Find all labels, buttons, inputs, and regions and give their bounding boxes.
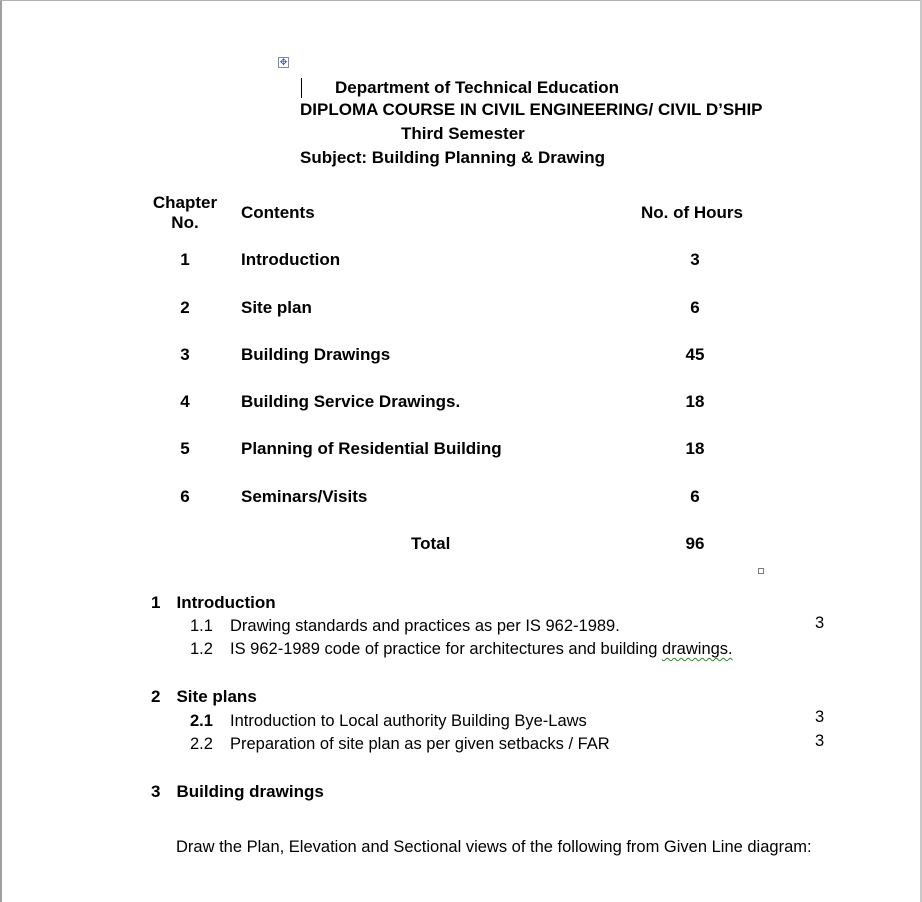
table-move-handle-icon[interactable]: ✥	[279, 57, 288, 67]
chapter-hours: 18	[685, 392, 705, 411]
section-number: 3	[151, 782, 161, 801]
item-text: Introduction to Local authority Building Bye-Laws	[230, 712, 587, 730]
chapter-content: Seminars/Visits	[241, 487, 368, 506]
item-number: 1.2	[190, 640, 213, 658]
item-number: 2.1	[190, 712, 213, 730]
hours-header: No. of Hours	[641, 203, 743, 222]
section-title: Introduction	[176, 593, 276, 612]
spellcheck-flagged-word[interactable]: drawings.	[662, 640, 733, 658]
chapter-number: 5	[180, 439, 190, 458]
chapter-content: Building Service Drawings.	[241, 392, 461, 411]
list-item	[190, 640, 733, 659]
item-text: IS 962-1989 code of practice for architectures and building	[230, 640, 663, 658]
chapter-number: 3	[180, 345, 190, 364]
section-number: 1	[151, 593, 161, 612]
chapter-header-line2: No.	[171, 213, 199, 232]
semester-title: Third Semester	[401, 124, 525, 143]
section-heading	[151, 782, 324, 802]
item-text: Preparation of site plan as per given setbacks / FAR	[230, 735, 610, 753]
section-heading	[151, 593, 276, 613]
chapter-hours: 6	[690, 487, 700, 506]
subject-title: Subject: Building Planning & Drawing	[300, 148, 606, 167]
list-item	[190, 617, 620, 636]
page-edge-left	[0, 0, 2, 902]
chapter-content: Building Drawings	[241, 345, 391, 364]
chapter-hours: 18	[685, 439, 705, 458]
section-paragraph: Draw the Plan, Elevation and Sectional views of the following from Given Line diagram:	[176, 838, 812, 856]
chapter-number: 4	[180, 392, 190, 411]
chapter-hours: 6	[690, 298, 700, 317]
section-number: 2	[151, 687, 161, 706]
item-text: Drawing standards and practices as per IS 962-1989.	[230, 617, 620, 635]
item-hours: 3	[815, 708, 825, 726]
course-title: DIPLOMA COURSE IN CIVIL ENGINEERING/ CIVIL D’SHIP	[300, 100, 763, 119]
total-hours: 96	[685, 534, 705, 553]
list-item	[190, 735, 610, 754]
section-heading	[151, 687, 257, 707]
total-label: Total	[411, 534, 451, 553]
text-caret	[301, 78, 302, 98]
item-hours: 3	[815, 614, 825, 632]
chapter-number: 1	[180, 250, 190, 269]
chapter-header	[150, 193, 220, 233]
item-hours: 3	[815, 732, 825, 750]
chapter-header-line1: Chapter	[152, 193, 218, 212]
chapter-content: Introduction	[241, 250, 341, 269]
chapter-content: Planning of Residential Building	[241, 439, 502, 458]
chapter-content: Site plan	[241, 298, 312, 317]
page-edge-top	[0, 0, 922, 1]
item-number: 1.1	[190, 617, 213, 635]
department-title: Department of Technical Education	[335, 78, 620, 97]
section-title: Building drawings	[176, 782, 324, 801]
list-item	[190, 712, 587, 731]
section-title: Site plans	[176, 687, 257, 706]
chapter-hours: 45	[685, 345, 705, 364]
item-number: 2.2	[190, 735, 213, 753]
chapter-number: 2	[180, 298, 190, 317]
chapter-number: 6	[180, 487, 190, 506]
chapter-hours: 3	[690, 250, 700, 269]
contents-header: Contents	[241, 203, 315, 222]
table-resize-handle-icon[interactable]	[758, 568, 764, 574]
